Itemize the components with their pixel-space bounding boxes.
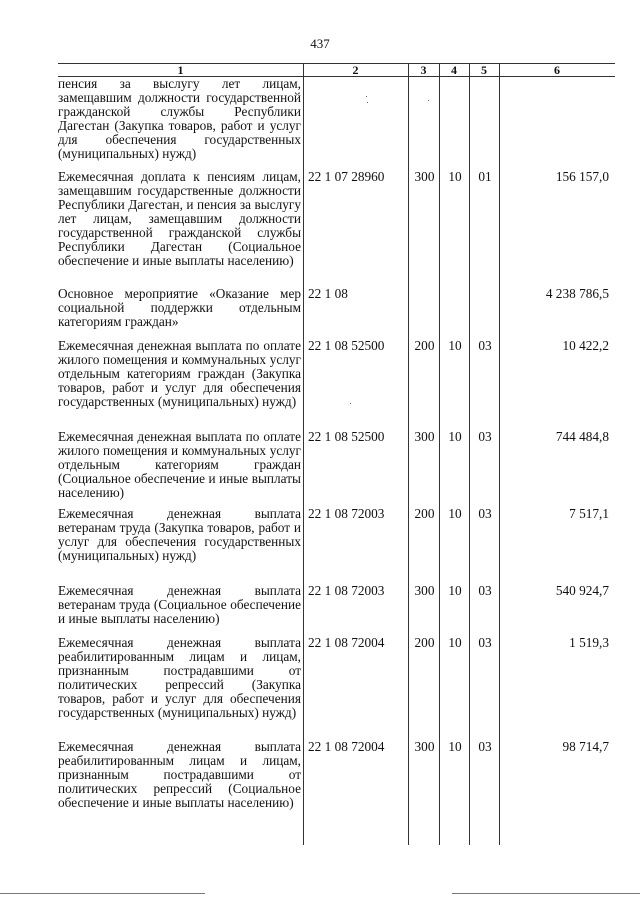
row-col3: 300	[414, 583, 435, 598]
column-divider	[408, 63, 409, 845]
row-amount: 744 484,8	[555, 429, 609, 444]
row-amount: 7 517,1	[569, 506, 609, 521]
row-amount: 98 714,7	[562, 739, 609, 754]
row-col3: 200	[414, 506, 435, 521]
scan-speck	[350, 403, 351, 404]
page-number: 437	[310, 36, 330, 51]
column-divider	[469, 63, 470, 845]
column-header-3: 3	[420, 63, 427, 77]
row-description: Ежемесячная денежная выплата по оплате жилого помещения и коммунальных услуг отдельным категориям граждан (Закупка товаров, работ и услуг для обеспечения государственных (муниципальных) нужд)	[58, 338, 301, 409]
scan-edge-mark	[0, 893, 205, 894]
row-col5: 03	[478, 739, 492, 754]
row-col3: 200	[414, 338, 435, 353]
row-amount: 540 924,7	[555, 583, 609, 598]
row-code: 22 1 08 72004	[308, 635, 385, 650]
row-description: Ежемесячная денежная выплата по оплате жилого помещения и коммунальных услуг отдельным категориям граждан (Социальное обеспечение и иные выплаты населению)	[58, 429, 301, 500]
column-header-4: 4	[451, 63, 457, 77]
row-code: 22 1 08 72004	[308, 739, 385, 754]
column-divider	[303, 63, 304, 845]
row-description: Основное мероприятие «Оказание мер социальной поддержки отдельным категориям граждан»	[58, 286, 301, 329]
row-description: Ежемесячная доплата к пенсиям лицам, замещавшим государственные должности Республики Дагестан, и пенсия за выслугу лет лицам, замещавшим должности государственной гражданской службы Республики Дагестан (Социальное обеспечение и иные выплаты населению)	[58, 169, 301, 268]
row-description: Ежемесячная денежная выплата реабилитированным лицам и лицам, признанным пострадавшими от политических репрессий (Закупка товаров, работ и услуг для обеспечения государственных (муниципальных) нужд)	[58, 635, 301, 720]
row-description: Ежемесячная денежная выплата ветеранам труда (Закупка товаров, работ и услуг для обеспечения государственных (муниципальных) нужд)	[58, 506, 301, 563]
scan-edge-mark	[452, 893, 640, 894]
scan-speck	[366, 96, 367, 97]
row-col5: 01	[478, 169, 492, 184]
column-divider	[439, 63, 440, 845]
row-code: 22 1 08 72003	[308, 506, 385, 521]
row-col3: 300	[414, 169, 435, 184]
row-code: 22 1 08 52500	[308, 429, 385, 444]
row-col4: 10	[448, 583, 462, 598]
row-code: 22 1 08 52500	[308, 338, 385, 353]
row-col4: 10	[448, 338, 462, 353]
row-col5: 03	[478, 583, 492, 598]
row-col5: 03	[478, 429, 492, 444]
row-col5: 03	[478, 635, 492, 650]
row-description: Ежемесячная денежная выплата ветеранам труда (Социальное обеспечение и иные выплаты населению)	[58, 583, 301, 626]
row-col3: 300	[414, 739, 435, 754]
row-code: 22 1 08	[308, 286, 348, 301]
row-col4: 10	[448, 429, 462, 444]
scan-speck	[428, 100, 429, 101]
row-col4: 10	[448, 506, 462, 521]
row-description: пенсия за выслугу лет лицам, замещавшим должности государственной гражданской службы Республики Дагестан (Закупка товаров, работ и услуг для обеспечения государственных (муниципальных) нужд)	[58, 76, 301, 161]
row-amount: 10 422,2	[562, 338, 609, 353]
row-col4: 10	[448, 739, 462, 754]
row-description: Ежемесячная денежная выплата реабилитированным лицам и лицам, признанным пострадавшими от политических репрессий (Социальное обеспечение и иные выплаты населению)	[58, 739, 301, 810]
row-col3: 200	[414, 635, 435, 650]
column-header-5: 5	[481, 63, 487, 77]
row-code: 22 1 07 28960	[308, 169, 385, 184]
scan-speck	[367, 102, 368, 103]
row-col5: 03	[478, 506, 492, 521]
row-amount: 1 519,3	[569, 635, 609, 650]
budget-table	[58, 63, 615, 845]
column-divider	[499, 63, 500, 845]
column-header-1: 1	[177, 63, 184, 77]
row-amount: 156 157,0	[555, 169, 609, 184]
column-header-6: 6	[554, 63, 560, 77]
row-col5: 03	[478, 338, 492, 353]
row-col3: 300	[414, 429, 435, 444]
row-amount: 4 238 786,5	[545, 286, 609, 301]
row-col4: 10	[448, 169, 462, 184]
row-code: 22 1 08 72003	[308, 583, 385, 598]
row-col4: 10	[448, 635, 462, 650]
column-header-2: 2	[352, 63, 359, 77]
